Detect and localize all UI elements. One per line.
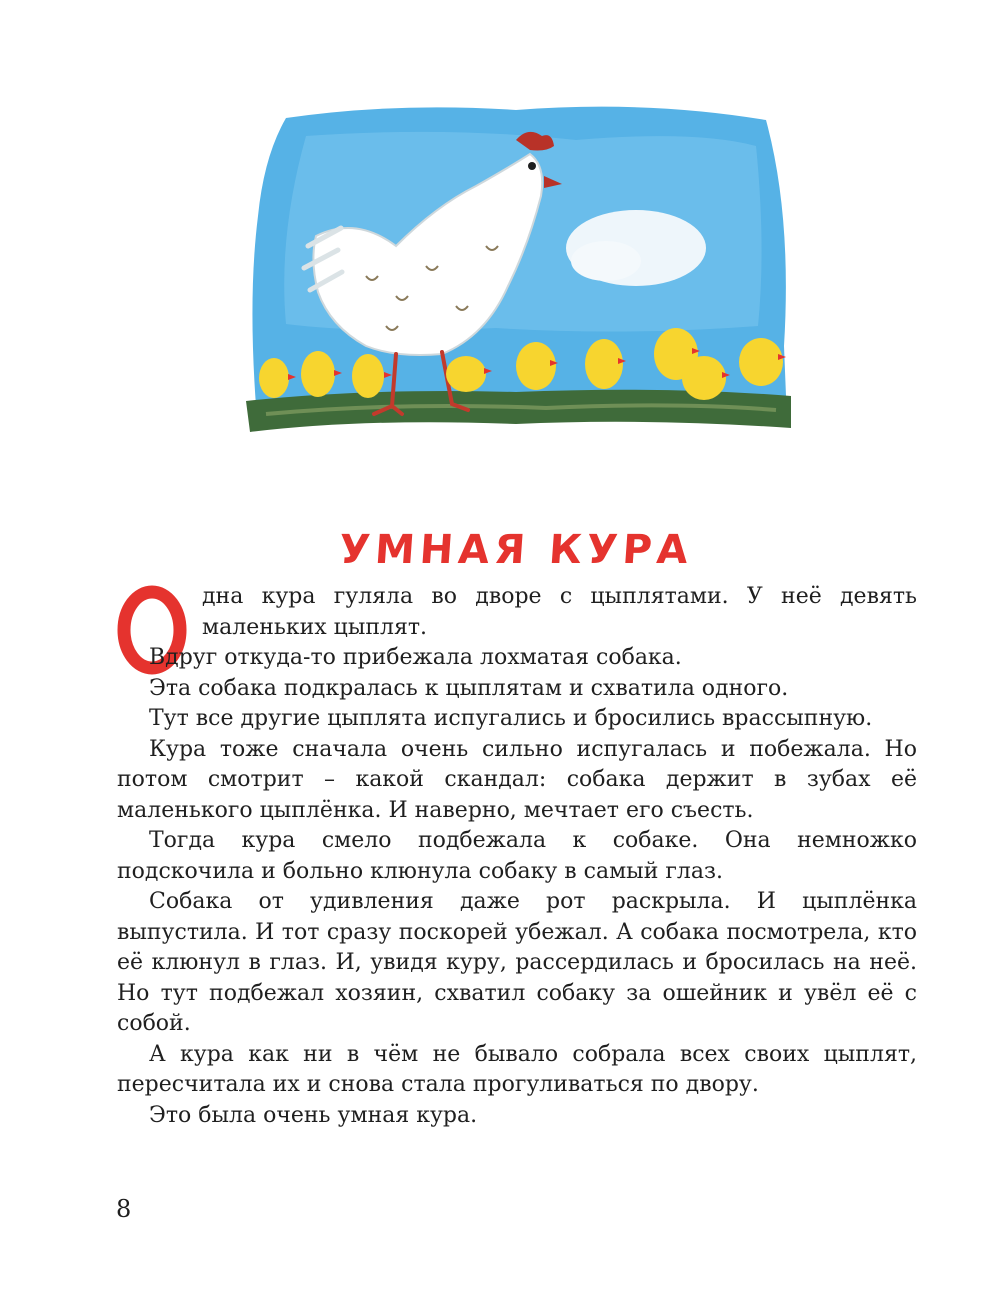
paragraph: Собака от удивления даже рот раскрыла. И цыплёнка выпустила. И тот сразу поскорей убежал. А собака посмотрела, кто её клюнул в глаз. И, увидя куру, рассердилась и бросилась на неё. Но тут подбежал хозяин, схватил собаку за ошейник и увёл её с собой.	[117, 889, 917, 1036]
paragraph: Тут все другие цыплята испугались и бросились врассыпную.	[149, 706, 873, 731]
story-text	[117, 582, 917, 1131]
paragraph: Вдруг откуда-то прибежала лохматая собака.	[149, 645, 682, 670]
illustration-svg	[246, 96, 796, 441]
paragraph: А кура как ни в чём не бывало собрала всех своих цыплят, пересчитала их и снова стала прогуливаться по двору.	[117, 1041, 917, 1097]
paragraph: Эта собака подкралась к цыплятам и схватила одного.	[149, 675, 789, 701]
paragraph-1: дна кура гуляла во дворе с цыплятами. У неё девять маленьких цыплят.	[202, 584, 917, 640]
paragraph: Тогда кура смело подбежала к собаке. Она немножко подскочила и больно клюнула собаку в самый глаз.	[117, 828, 917, 884]
paragraph: Это была очень умная кура.	[149, 1102, 478, 1128]
page-number: 8	[116, 1195, 132, 1223]
hen-and-chicks-illustration	[246, 96, 796, 441]
paragraph: Кура тоже сначала очень сильно испугалась и побежала. Но потом смотрит – какой скандал: собака держит в зубах её маленького цыплёнка. И наверно, мечтает его съесть.	[117, 736, 917, 823]
story-title: УМНАЯ КУРА	[337, 526, 695, 573]
